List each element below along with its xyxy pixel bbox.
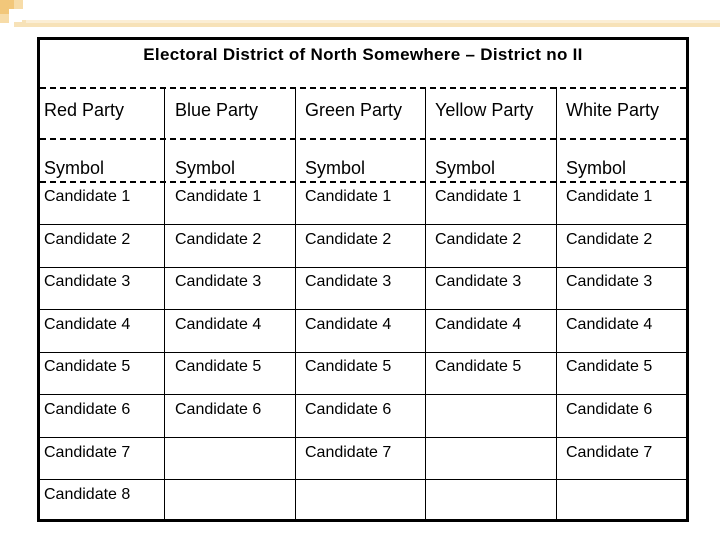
candidate-entry[interactable]: Candidate 1	[175, 188, 262, 205]
candidate-entry[interactable]: Candidate 6	[305, 401, 392, 418]
candidate-entry[interactable]: Candidate 5	[305, 358, 392, 376]
candidate-entry[interactable]: Candidate 2	[435, 230, 522, 248]
column-divider	[295, 87, 296, 519]
party-name: Red Party	[44, 100, 125, 120]
row-divider	[40, 479, 686, 480]
candidate-entry[interactable]: Candidate 5	[566, 358, 653, 376]
candidate-entry[interactable]: Candidate 7	[566, 443, 653, 461]
candidate-entry[interactable]: Candidate 1	[44, 188, 131, 205]
row-divider-dashed	[40, 87, 686, 89]
column-divider	[164, 87, 165, 519]
party-symbol: Symbol	[175, 158, 236, 178]
row-divider	[40, 437, 686, 438]
row-divider	[40, 309, 686, 310]
row-divider	[40, 352, 686, 353]
candidate-entry[interactable]: Candidate 6	[566, 401, 653, 418]
row-divider-dashed	[40, 181, 686, 183]
party-symbol: Symbol	[435, 158, 496, 178]
candidate-entry[interactable]: Candidate 3	[44, 273, 131, 291]
candidate-entry[interactable]: Candidate 2	[44, 230, 131, 248]
party-symbol: Symbol	[44, 158, 105, 178]
candidate-entry[interactable]: Candidate 3	[305, 273, 392, 291]
candidate-entry[interactable]: Candidate 4	[175, 315, 262, 333]
row-divider-dashed	[40, 138, 686, 140]
slide-decoration-square	[0, 14, 9, 23]
slide-decoration-square	[9, 9, 22, 22]
candidate-entry[interactable]: Candidate 3	[435, 273, 522, 291]
ballot-table	[37, 37, 689, 522]
candidate-entry[interactable]: Candidate 6	[44, 401, 131, 418]
column-divider	[425, 87, 426, 519]
slide-decoration-bar-light	[26, 20, 720, 23]
ballot-title: Electoral District of North Somewhere – District no II	[143, 45, 583, 64]
candidate-entry[interactable]: Candidate 1	[566, 188, 653, 205]
party-symbol: Symbol	[305, 158, 366, 178]
candidate-entry[interactable]: Candidate 3	[175, 273, 262, 291]
row-divider	[40, 224, 686, 225]
party-symbol: Symbol	[566, 158, 627, 178]
slide-decoration-square	[14, 0, 23, 9]
row-divider	[40, 267, 686, 268]
candidate-entry[interactable]: Candidate 4	[305, 315, 392, 333]
party-name: White Party	[566, 100, 660, 120]
candidate-entry[interactable]: Candidate 4	[566, 315, 653, 333]
candidate-entry[interactable]: Candidate 5	[435, 358, 522, 376]
candidate-entry[interactable]: Candidate 2	[566, 230, 653, 248]
party-name: Yellow Party	[435, 100, 534, 120]
candidate-entry[interactable]: Candidate 1	[435, 188, 522, 205]
candidate-entry[interactable]: Candidate 2	[175, 230, 262, 248]
candidate-entry[interactable]: Candidate 5	[44, 358, 131, 376]
column-divider	[556, 87, 557, 519]
candidate-entry[interactable]: Candidate 2	[305, 230, 392, 248]
candidate-entry[interactable]: Candidate 5	[175, 358, 262, 376]
candidate-entry[interactable]: Candidate 4	[44, 315, 131, 333]
party-name: Blue Party	[175, 100, 259, 120]
candidate-entry[interactable]: Candidate 7	[44, 443, 131, 461]
candidate-entry[interactable]: Candidate 4	[435, 315, 522, 333]
candidate-entry[interactable]: Candidate 8	[44, 486, 131, 504]
candidate-entry[interactable]: Candidate 7	[305, 443, 392, 461]
candidate-entry[interactable]: Candidate 6	[175, 401, 262, 418]
party-name: Green Party	[305, 100, 403, 120]
candidate-entry[interactable]: Candidate 1	[305, 188, 392, 205]
candidate-entry[interactable]: Candidate 3	[566, 273, 653, 291]
row-divider	[40, 394, 686, 395]
